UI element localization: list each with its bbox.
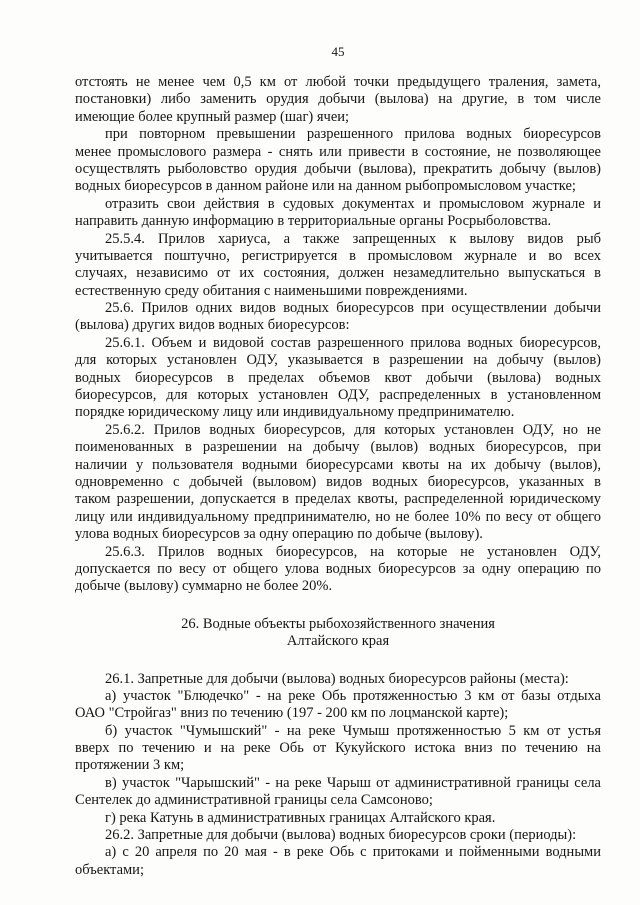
text-line: 26.2. Запретные для добычи (вылова) водных биоресурсов сроки (периоды): xyxy=(105,827,577,844)
paragraph xyxy=(75,723,601,775)
paragraph xyxy=(75,74,601,126)
paragraph xyxy=(75,844,601,879)
text-line: б) участок "Чумышский" - на реке Чумыш протяженностью 5 км от устья xyxy=(105,722,601,739)
paragraph xyxy=(75,671,601,688)
paragraph xyxy=(75,335,601,422)
text-line: допускается по весу от общего улова водных биоресурсов за одну операцию по xyxy=(75,560,601,577)
text-line: 25.5.4. Прилов хариуса, а также запрещенных к вылову видов рыб xyxy=(105,230,601,247)
text-line: г) река Катунь в административных границах Алтайского края. xyxy=(105,809,496,826)
page-number: 45 xyxy=(331,44,345,59)
text-line: вверх по течению и на реке Обь от Кукуйского истока вниз по течению на xyxy=(75,740,601,757)
text-line: объектами; xyxy=(75,861,144,878)
text-line: одновременно с добычей (выловом) видов водных биоресурсов, указанных в xyxy=(75,473,601,490)
text-line: а) участок "Блюдечко" - на реке Обь протяженностью 3 км от базы отдыха xyxy=(105,687,601,704)
text-line: 25.6.1. Объем и видовой состав разрешенного прилова водных биоресурсов, xyxy=(105,334,601,351)
text-line: имеющие более крупный размер (шаг) ячеи; xyxy=(75,108,350,125)
text-line: а) с 20 апреля по 20 мая - в реке Обь с притоками и пойменными водными xyxy=(105,844,601,861)
paragraph xyxy=(75,775,601,810)
text-line: ОАО "Стройгаз" вниз по течению (197 - 200 км по лоцманской карте); xyxy=(75,705,509,722)
text-line: 25.6. Прилов одних видов водных биоресурсов при осуществлении добычи xyxy=(105,300,601,317)
text-line: водных биоресурсов в данном районе или на данном рыбопромысловом участке; xyxy=(75,178,576,195)
section-heading-line: 26. Водные объекты рыбохозяйственного значения xyxy=(181,615,495,632)
text-line: наличии у пользователя водными биоресурсами квоты на их добычу (вылов), xyxy=(75,456,601,473)
text-line: улова водных биоресурсов за одну операцию по добыче (вылову). xyxy=(75,526,483,543)
text-line: отразить свои действия в судовых документах и промысловом журнале и xyxy=(105,195,601,212)
paragraph xyxy=(75,231,601,301)
text-line: биоресурсов, для которых установлен ОДУ, распределенных в установленном xyxy=(75,387,601,404)
text-line: в) участок "Чарышский" - на реке Чарыш от административной границы села xyxy=(105,774,601,791)
text-line: естественную среду обитания с наименьшими повреждениями. xyxy=(75,282,468,299)
text-line: при повторном превышении разрешенного прилова водных биоресурсов xyxy=(105,126,601,143)
text-line: случаях, независимо от их состояния, должен незамедлительно выпускаться в xyxy=(75,265,601,282)
paragraph xyxy=(75,422,601,544)
text-line: таком разрешении, допускается в пределах квоты, распределенной юридическому xyxy=(75,491,601,508)
paragraph xyxy=(75,126,601,196)
text-line: протяжении 3 км; xyxy=(75,757,185,774)
text-line: учитывается поштучно, регистрируется в промысловом журнале и во всех xyxy=(75,247,601,264)
text-line: менее промыслового размера - снять или привести в состояние, не позволяющее xyxy=(75,143,601,160)
text-line: (вылова) других видов водных биоресурсов: xyxy=(75,317,350,334)
section-heading-line: Алтайского края xyxy=(286,633,390,650)
paragraph xyxy=(75,827,601,844)
text-line: поименованных в разрешении на добычу (вылов) водных биоресурсов, при xyxy=(75,439,601,456)
text-line: 25.6.3. Прилов водных биоресурсов, на которые не установлен ОДУ, xyxy=(105,543,601,560)
text-line: порядке юридическому лицу или индивидуальному предпринимателю. xyxy=(75,404,515,421)
paragraph xyxy=(75,688,601,723)
text-line: осуществлять рыболовство орудия добычи (вылова), прекратить добычу (вылов) xyxy=(75,160,601,177)
section-heading xyxy=(75,616,601,651)
paragraph xyxy=(75,810,601,827)
text-line: направить данную информацию в территориальные органы Росрыболовства. xyxy=(75,213,552,230)
text-line: постановки) либо заменить орудия добычи (вылова) на другие, в том числе xyxy=(75,91,601,108)
document-body xyxy=(75,74,601,879)
paragraph xyxy=(75,300,601,335)
text-line: 26.1. Запретные для добычи (вылова) водных биоресурсов районы (места): xyxy=(105,670,569,687)
text-line: добыче (вылову) суммарно не более 20%. xyxy=(75,578,333,595)
text-line: Сентелек до административной границы села Самсоново; xyxy=(75,792,433,809)
text-line: отстоять не менее чем 0,5 км от любой точки предыдущего траления, замета, xyxy=(75,74,601,90)
text-line: 25.6.2. Прилов водных биоресурсов, для которых установлен ОДУ, но не xyxy=(105,421,601,438)
text-line: водных биоресурсов в пределах объемов квот добычи (вылова) водных xyxy=(75,369,601,386)
text-line: для которых установлен ОДУ, указывается в разрешении на добычу (вылов) xyxy=(75,352,601,369)
text-line: лицу или индивидуальному предпринимателю, но не более 10% по весу от общего xyxy=(75,508,601,525)
paragraph xyxy=(75,544,601,596)
paragraph xyxy=(75,196,601,231)
